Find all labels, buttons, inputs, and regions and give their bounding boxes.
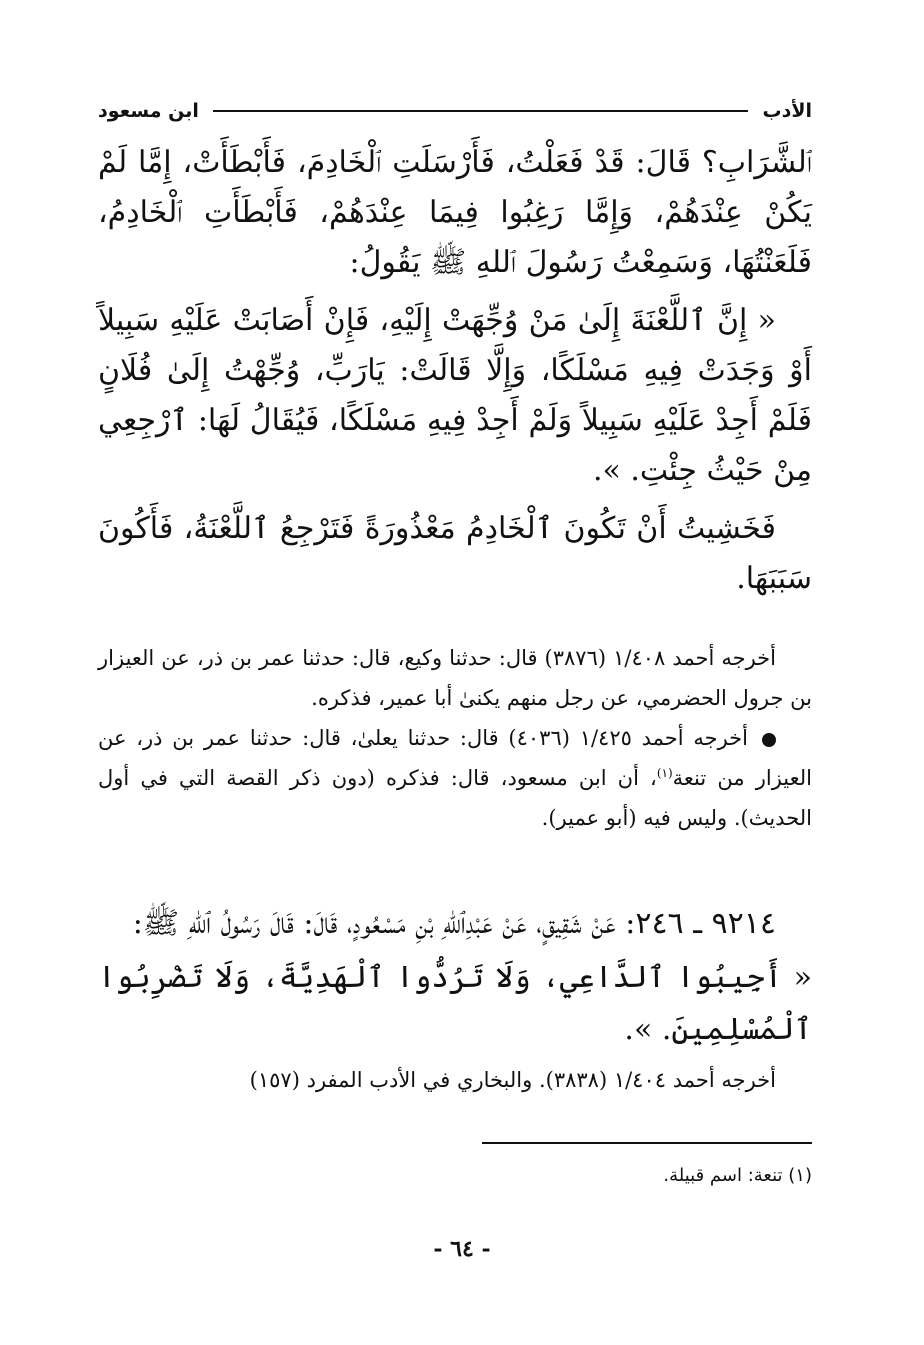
footnote-reference[interactable]: (١) <box>656 766 673 780</box>
second-takhrij-note: أخرجه أحمد ١/٤٠٤ (٣٨٣٨). والبخاري في الأدب المفرد (١٥٧) <box>249 1068 776 1092</box>
hadith-quote: « إِنَّ ٱللَّعْنَةَ إِلَىٰ مَنْ وُجِّهَتْ إِلَيْهِ، فَإِنْ أَصَابَتْ عَلَيْهِ سَبِيلاً أَوْ وَجَدَتْ فِيهِ مَسْلَكًا، وَإِلَّا قَالَتْ: يَارَبِّ، وُجِّهْتُ إِلَىٰ فُلَانٍ فَلَمْ أَجِدْ عَلَيْهِ سَبِيلاً وَلَمْ أَجِدْ فِيهِ مَسْلَكًا، فَيُقَالُ لَهَا: ٱرْجِعِي مِنْ حَيْثُ جِئْتِ. ». <box>98 303 812 488</box>
footnote: (١) تنعة: اسم قبيلة. <box>663 1165 812 1186</box>
footnote-separator <box>482 1142 812 1144</box>
header-chapter-title: الأدب <box>762 100 812 122</box>
takhrij-note-2-text-b: ، أن ابن مسعود، قال: فذكره (دون ذكر القصة التي في أول الحديث). وليس فيه (أبو عمير). <box>98 766 812 830</box>
hadith-paragraph-1: ٱلشَّرَابِ؟ قَالَ: قَدْ فَعَلْتُ، فَأَرْسَلَتِ ٱلْخَادِمَ، فَأَبْطَأَتْ، إِمَّا لَمْ يَكُنْ عِنْدَهُمْ، وَإِمَّا رَغِبُوا فِيمَا عِنْدَهُمْ، فَأَبْطَأَتِ ٱلْخَادِمُ، فَلَعَنْتُهَا، وَسَمِعْتُ رَسُولَ ٱللهِ ﷺ يَقُولُ: <box>98 145 812 280</box>
takhrij-notes <box>98 638 812 838</box>
header-rule <box>213 110 749 112</box>
second-hadith <box>98 898 812 1056</box>
takhrij-note-2 <box>98 718 812 838</box>
second-takhrij <box>98 1060 812 1100</box>
page-number: - ٦٤ - <box>433 1236 491 1262</box>
takhrij-note-1: أخرجه أحمد ١/٤٠٨ (٣٨٧٦) قال: حدثنا وكيع، قال: حدثنا عمر بن ذر، عن العيزار بن جرول الحضرمي، عن رجل منهم يكنىٰ أبا عمير، فذكره. <box>98 646 812 710</box>
second-hadith-quote: « أَجِيبُوا ٱلدَّاعِي، وَلَا تَرُدُّوا ٱلْهَدِيَّةَ، وَلَا تَضْرِبُوا ٱلْمُسْلِمِينَ. ». <box>98 960 812 1047</box>
header-section-title: ابن مسعود <box>98 100 199 122</box>
main-hadith-text <box>98 138 812 604</box>
hadith-paragraph-3: فَخَشِيتُ أَنْ تَكُونَ ٱلْخَادِمُ مَعْذُورَةً فَتَرْجِعُ ٱللَّعْنَةُ، فَأَكُونَ سَبَبَهَا. <box>98 511 812 596</box>
running-header <box>98 96 812 126</box>
second-hadith-intro: ٩٢١٤ ـ ٢٤٦: عَنْ شَقِيقٍ، عَنْ عَبْدِٱللهِ بْنِ مَسْعُودٍ، قَالَ: قَالَ رَسُولُ ٱللهِ ﷺ: <box>132 906 776 941</box>
bullet-dot-icon <box>762 733 776 747</box>
takhrij-note-2-text-a: أخرجه أحمد ١/٤٢٥ (٤٠٣٦) قال: حدثنا يعلىٰ، قال: حدثنا عمر بن ذر، عن العيزار من تنعة <box>98 726 812 790</box>
